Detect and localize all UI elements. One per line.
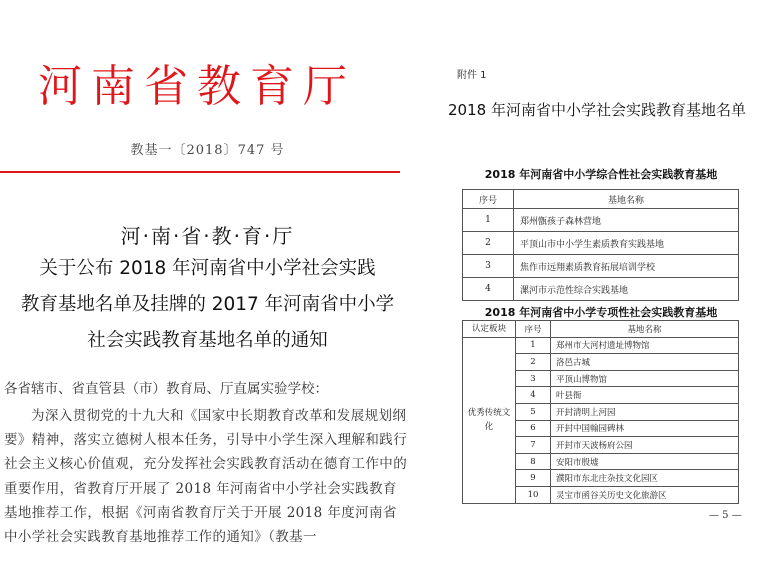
row-name: 开封中国翰园碑林 xyxy=(551,420,739,437)
category-cell: 优秀传统文化 xyxy=(463,337,516,503)
row-name: 濮阳市东北庄杂技文化园区 xyxy=(551,470,739,487)
row-name: 灵宝市函谷关历史文化旅游区 xyxy=(551,486,739,503)
row-number: 3 xyxy=(463,255,514,278)
row-number: 9 xyxy=(516,470,551,487)
row-name: 平顶山博物馆 xyxy=(551,370,739,387)
salutation: 各省辖市、省直管县（市）教育局、厅直属实验学校： xyxy=(4,381,328,397)
row-name: 平顶山市中小学生素质教育实践基地 xyxy=(514,232,739,255)
comprehensive-table xyxy=(462,189,739,301)
table-row xyxy=(463,209,739,232)
special-table xyxy=(462,320,739,504)
attachment-label: 附件 1 xyxy=(457,70,487,81)
notice-agency-name: 河·南·省·教·育·厅 xyxy=(120,224,295,248)
row-number: 10 xyxy=(516,486,551,503)
row-name: 叶县衙 xyxy=(551,387,739,404)
row-name: 漯河市示范性综合实践基地 xyxy=(514,278,739,301)
row-number: 3 xyxy=(516,370,551,387)
row-number: 4 xyxy=(463,278,514,301)
special-section-title: 2018 年河南省中小学专项性社会实践教育基地 xyxy=(484,306,718,319)
row-name: 安阳市殷墟 xyxy=(551,453,739,470)
attachment-page xyxy=(441,0,761,564)
row-number: 5 xyxy=(516,403,551,420)
row-number: 7 xyxy=(516,437,551,454)
table-header-row xyxy=(463,190,739,209)
header-name: 基地名称 xyxy=(551,321,739,338)
table-row xyxy=(463,337,739,354)
header-name: 基地名称 xyxy=(514,190,739,209)
row-name: 洛邑古城 xyxy=(551,354,739,371)
row-number: 2 xyxy=(463,232,514,255)
notice-title-line-1: 关于公布 2018 年河南省中小学社会实践 xyxy=(39,258,376,279)
row-name: 开封市天波杨府公园 xyxy=(551,437,739,454)
row-number: 6 xyxy=(516,420,551,437)
row-number: 1 xyxy=(516,337,551,354)
row-number: 1 xyxy=(463,209,514,232)
table-row xyxy=(463,232,739,255)
header-number: 序号 xyxy=(516,321,551,338)
header-category: 认定板块 xyxy=(463,321,516,338)
comprehensive-section-title: 2018 年河南省中小学综合性社会实践教育基地 xyxy=(484,168,718,181)
list-title: 2018 年河南省中小学社会实践教育基地名单 xyxy=(448,101,746,119)
header-number: 序号 xyxy=(463,190,514,209)
table-row xyxy=(463,255,739,278)
agency-letterhead: 河南省教育厅 xyxy=(38,61,356,112)
row-name: 开封清明上河园 xyxy=(551,403,739,420)
notice-body: 为深入贯彻党的十九大和《国家中长期教育改革和发展规划纲要》精神，落实立德树人根本任务，引导中小学生深入理解和践行社会主义核心价值观，充分发挥社会实践教育活动在德育工作中的重要作用，省教育厅开展了 2018 年河南省中小学社会实践教育基地推荐工作，根据《河南省教育厅关于开展 2018 年度河南省中小学社会实践教育基地推荐工作的通知》（教基一 xyxy=(4,408,408,546)
notice-title-line-3: 社会实践教育基地名单的通知 xyxy=(87,330,328,351)
notice-title-line-2: 教育基地名单及挂牌的 2017 年河南省中小学 xyxy=(20,294,395,315)
row-number: 8 xyxy=(516,453,551,470)
red-divider xyxy=(0,171,400,173)
row-name: 郑州甑孩子森林营地 xyxy=(514,209,739,232)
row-number: 4 xyxy=(516,387,551,404)
page-number: — 5 — xyxy=(709,510,742,521)
table-header-row xyxy=(463,321,739,338)
row-number: 2 xyxy=(516,354,551,371)
row-name: 郑州市大河村遗址博物馆 xyxy=(551,337,739,354)
table-row xyxy=(463,278,739,301)
row-name: 焦作市远翔素质教育拓展培训学校 xyxy=(514,255,739,278)
document-number: 教基一〔2018〕747 号 xyxy=(130,143,285,158)
